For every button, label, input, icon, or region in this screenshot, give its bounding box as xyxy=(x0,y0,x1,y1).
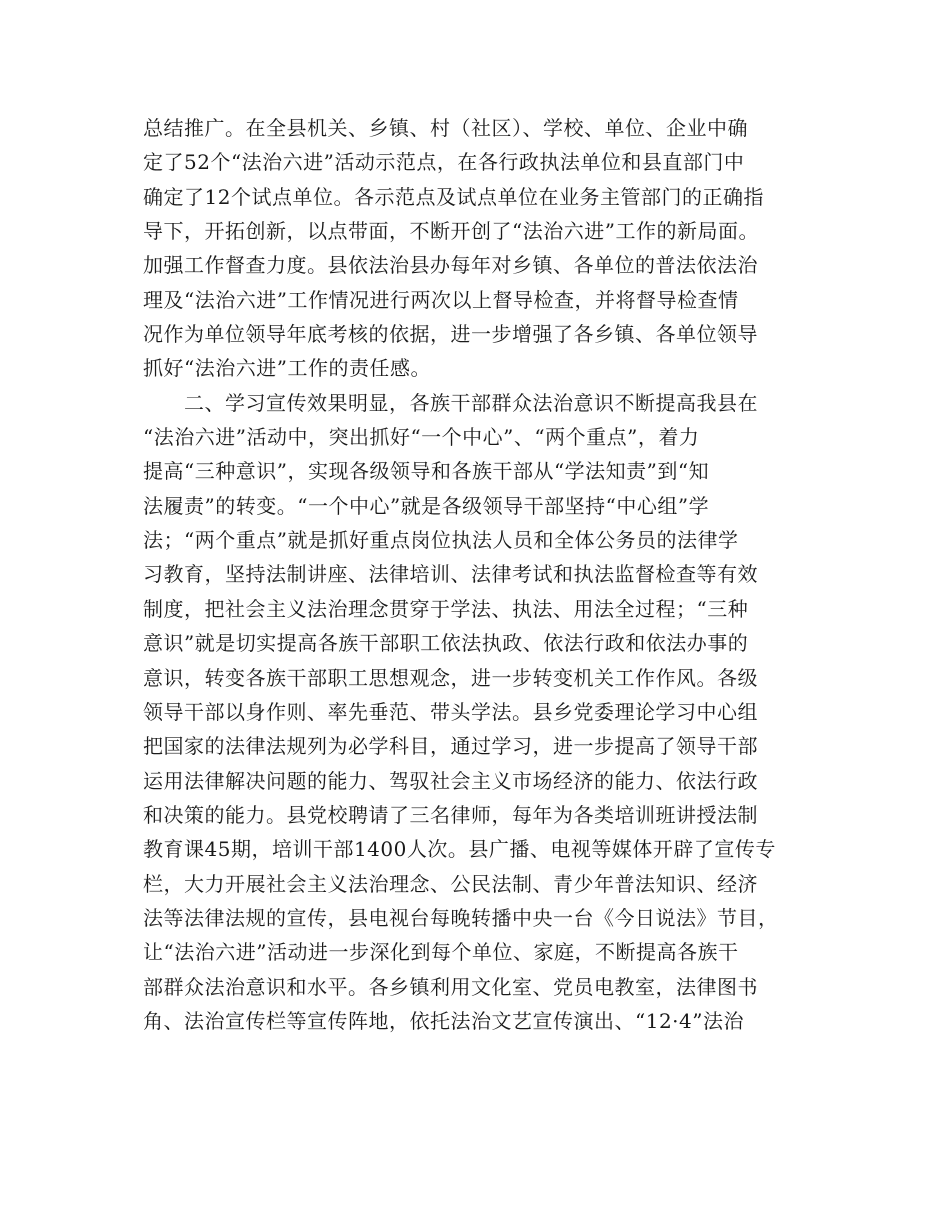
text-line: 提高“三种意识”，实现各级领导和各族干部从“学法知责”到“知 xyxy=(143,459,710,484)
text-line: 角、法治宣传栏等宣传阵地，依托法治文艺宣传演出、“12·4”法治 xyxy=(143,1008,744,1033)
text-line: 确定了12个试点单位。各示范点及试点单位在业务主管部门的正确指 xyxy=(143,184,764,209)
text-line: 法等法律法规的宣传，县电视台每晚转播中央一台《今日说法》节目， xyxy=(143,905,779,930)
text-line: 加强工作督查力度。县依法治县办每年对乡镇、各单位的普法依法治 xyxy=(143,253,758,278)
text-line: 法履责”的转变。“一个中心”就是各级领导干部坚持“中心组”学 xyxy=(143,493,710,518)
text-line: 意识，转变各族干部职工思想观念，进一步转变机关工作作风。各级 xyxy=(143,665,758,690)
text-line: 定了52个“法治六进”活动示范点，在各行政执法单位和县直部门中 xyxy=(143,150,745,175)
text-line: 总结推广。在全县机关、乡镇、村（社区）、学校、单位、企业中确 xyxy=(143,116,748,140)
text-line: 况作为单位领导年底考核的依据，进一步增强了各乡镇、各单位领导 xyxy=(143,322,758,347)
text-line: 和决策的能力。县党校聘请了三名律师，每年为各类培训班讲授法制 xyxy=(143,802,758,827)
text-line: 意识”就是切实提高各族干部职工依法执政、依法行政和依法办事的 xyxy=(143,631,749,656)
document-body xyxy=(143,111,813,1038)
text-line: 把国家的法律法规列为必学科目，通过学习，进一步提高了领导干部 xyxy=(143,734,758,759)
text-line: 抓好“法治六进”工作的责任感。 xyxy=(143,356,431,381)
text-line: 导下，开拓创新，以点带面，不断开创了“法治六进”工作的新局面。 xyxy=(143,219,759,244)
text-line: 制度，把社会主义法治理念贯穿于学法、执法、用法全过程；“三种 xyxy=(143,596,749,621)
text-line: 习教育，坚持法制讲座、法律培训、法律考试和执法监督检查等有效 xyxy=(143,562,758,587)
section-heading-line: 二、学习宣传效果明显，各族干部群众法治意识不断提高我县在 xyxy=(184,390,758,415)
text-line: 运用法律解决问题的能力、驾驭社会主义市场经济的能力、依法行政 xyxy=(143,768,758,793)
text-line: 领导干部以身作则、率先垂范、带头学法。县乡党委理论学习中心组 xyxy=(143,699,758,724)
text-line: 法；“两个重点”就是抓好重点岗位执法人员和全体公务员的法律学 xyxy=(143,528,739,553)
text-line: 栏，大力开展社会主义法治理念、公民法制、青少年普法知识、经济 xyxy=(143,871,758,896)
text-line: 教育课45期，培训干部1400人次。县广播、电视等媒体开辟了宣传专 xyxy=(143,837,776,862)
text-line: 让“法治六进”活动进一步深化到每个单位、家庭，不断提高各族干 xyxy=(143,940,739,965)
text-line: 理及“法治六进”工作情况进行两次以上督导检查，并将督导检查情 xyxy=(143,287,739,312)
text-line: “法治六进”活动中，突出抓好“一个中心”、“两个重点”，着力 xyxy=(143,425,700,450)
text-line: 部群众法治意识和水平。各乡镇利用文化室、党员电教室，法律图书 xyxy=(143,974,758,999)
